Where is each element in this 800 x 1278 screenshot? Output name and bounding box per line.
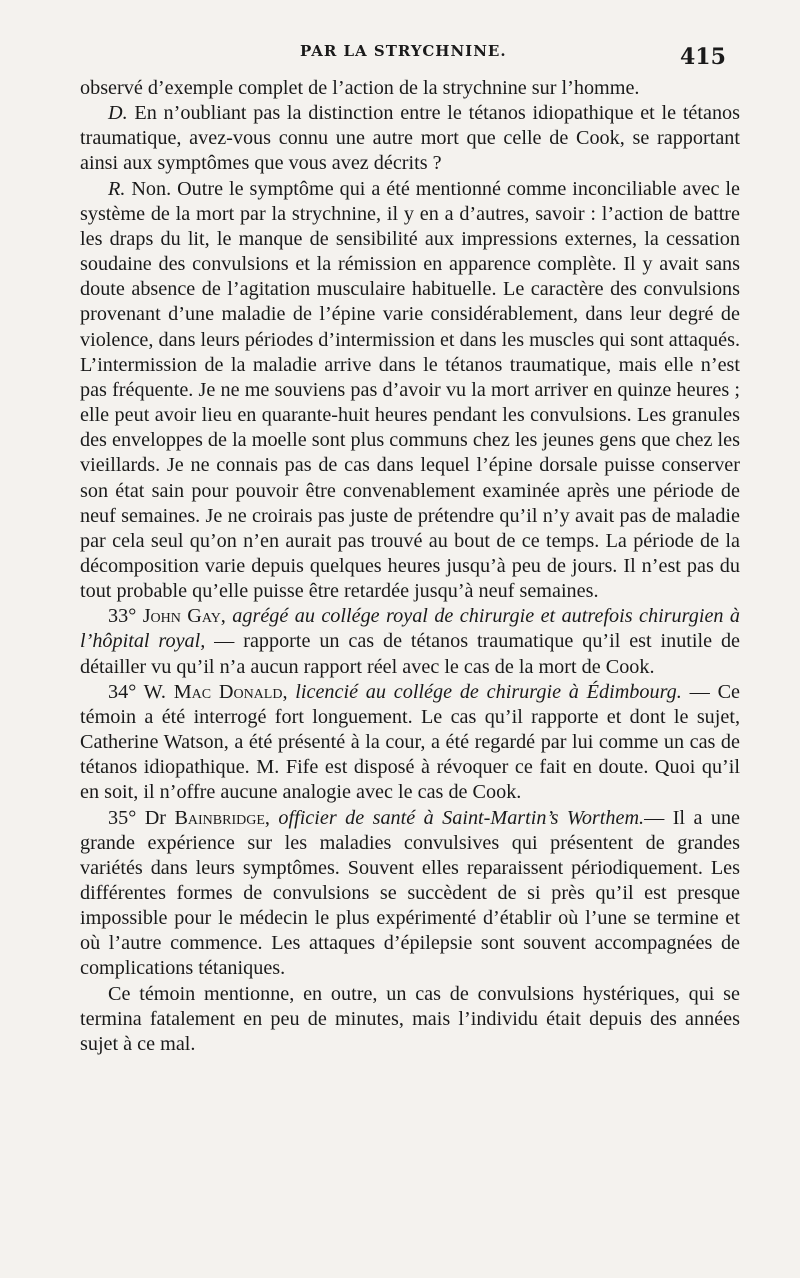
answer-marker: R.: [108, 177, 126, 200]
page-number: 415: [680, 44, 726, 70]
witness-number: 33°: [108, 605, 137, 628]
witness-paragraph: [80, 806, 740, 982]
witness-number: 34° W.: [108, 680, 166, 703]
witness-name: John Gay,: [142, 605, 226, 628]
paragraph-text: Ce témoin mentionne, en outre, un cas de convulsions hystériques, qui se termina fatalement en peu de minutes, mais l’individu était depuis des années sujet à ce mal.: [80, 982, 740, 1055]
body-text: [80, 76, 740, 1057]
paragraph-text: Non. Outre le symptôme qui a été mentionné comme inconciliable avec le système de la mort par la strychnine, il y en a d’autres, savoir : l’action de battre les draps du lit, le manque de sensibilité aux impressions externes, la cessation soudaine des convulsions et la rémission en apparence complète. Il y avait sans doute absence de l’agitation musculaire habituelle. Le caractère des convulsions provenant d’une maladie de l’épine varie considérablement, dans leur degré de violence, dans leurs périodes d’intermission et dans les muscles qui sont attaqués. L’intermission de la maladie arrive dans le tétanos traumatique, mais elle n’est pas fréquente. Je ne me souviens pas d’avoir vu la mort arriver en quinze heures ; elle peut avoir lieu en quarante-huit heures pendant les convulsions. Les granules des enveloppes de la moelle sont plus communs chez les jeunes gens que chez les vieillards. Je ne connais pas de cas dans lequel l’épine dorsale puisse conserver son état sain pour pouvoir être convenablement examinée après une période de neuf semaines. Je ne croirais pas juste de prétendre qu’il n’y avait pas de maladie par cela seul qu’on n’en aurait pas trouvé au bout de ce temps. La période de la décomposition varie depuis quelques heures jusqu’à peu de jours. Il n’est pas du tout probable qu’elle puisse être retardée jusqu’à neuf semaines.: [80, 177, 740, 603]
answer-paragraph: [80, 177, 740, 605]
witness-title: agrégé au collége royal de chirurgie et autrefois chirurgien à l’hôpital royal,: [80, 605, 741, 653]
paragraph-text: — Il a une grande expérience sur les maladies convulsives qui présentent de grandes variétés dans leurs symptômes. Souvent elles reparaissent périodiquement. Les différentes formes de convulsions se succèdent de si près qu’il est presque impossible pour le médecin le plus expérimenté d’établir où l’une se termine et où l’autre commence. Les attaques d’épilepsie sont souvent accompagnées de complications tétaniques.: [80, 806, 740, 980]
closing-paragraph: [80, 982, 740, 1057]
question-paragraph: [80, 101, 740, 176]
paragraph-text: — rapporte un cas de tétanos traumatique qu’il est inutile de détailler vu qu’il n’a aucun rapport réel avec le cas de la mort de Cook.: [80, 630, 740, 678]
witness-paragraph: [80, 680, 740, 806]
paragraph-continuation: [80, 76, 740, 101]
paragraph-text: En n’oubliant pas la distinction entre le tétanos idiopathique et le tétanos traumatique, avez-vous connu une autre mort que celle de Cook, se rapportant ainsi aux symptômes que vous avez décrits ?: [80, 102, 740, 175]
question-marker: D.: [108, 102, 128, 125]
running-head: PAR LA STRYCHNINE.: [300, 42, 507, 60]
witness-paragraph: [80, 604, 740, 679]
paragraph-text: observé d’exemple complet de l’action de la strychnine sur l’homme.: [80, 77, 640, 99]
witness-title: officier de santé à Saint-Martin’s Worthem.: [269, 806, 645, 829]
witness-name: Mac Donald,: [173, 680, 288, 703]
page-header: [0, 42, 800, 72]
paragraph-text: — Ce témoin a été interrogé fort longuement. Le cas qu’il rapporte et dont le sujet, Catherine Watson, a été présenté à la cour, a été regardé par lui comme un cas de tétanos idiopathique. M. Fife est disposé à révoquer ce fait en doute. Quoi qu’il en soit, il n’offre aucune analogie avec le cas de Cook.: [80, 680, 740, 804]
witness-title: licencié au collége de chirurgie à Édimbourg.: [287, 680, 682, 703]
witness-name: Bainbridge,: [174, 806, 270, 829]
witness-number: 35° Dr: [108, 806, 166, 829]
